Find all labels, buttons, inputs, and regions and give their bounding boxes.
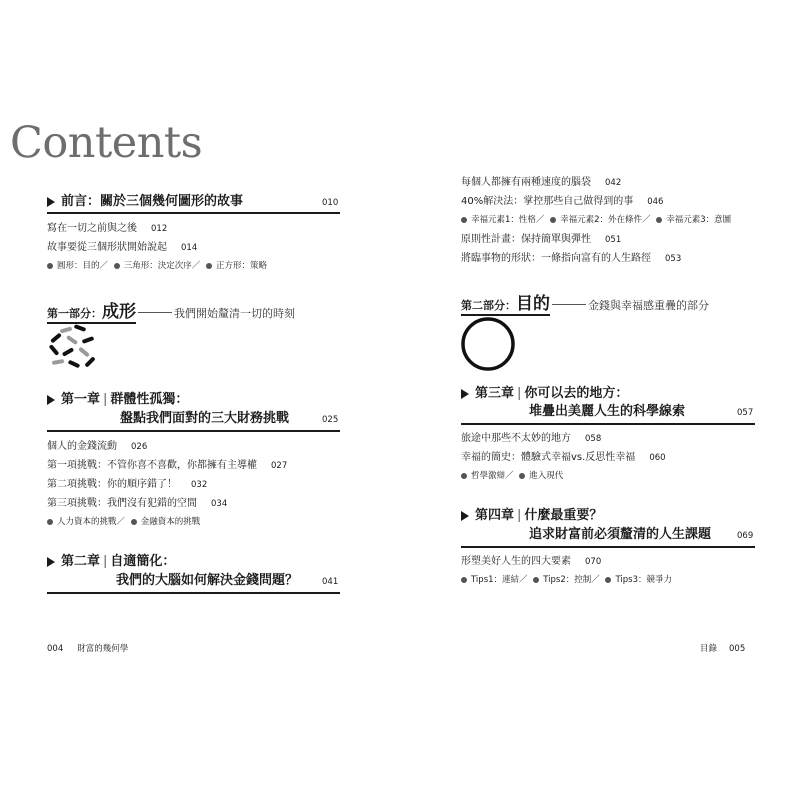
- bullet-dot-icon: [533, 577, 539, 583]
- toc-entry[interactable]: 故事要從三個形狀開始說起 014: [47, 242, 198, 253]
- chapter1-heading-line1[interactable]: 第一章 | 群體性孤獨：: [47, 392, 188, 408]
- bullet-dot-icon: [605, 577, 611, 583]
- chapter1-rule: [47, 430, 340, 432]
- toc-entry[interactable]: 幸福的簡史：體驗式幸福vs.反思性幸福 060: [461, 452, 666, 463]
- toc-entry[interactable]: 第一項挑戰：不管你喜不喜歡，你都擁有主導權 027: [47, 460, 288, 471]
- triangle-bullet-icon: [461, 511, 469, 521]
- toc-subtopics: 圓形：目的／ 三角形：決定次序／ 正方形：策略: [47, 260, 267, 272]
- bullet-dot-icon: [206, 263, 212, 269]
- chapter4-heading-line2[interactable]: 追求財富前必須釐清的人生課題: [529, 527, 712, 542]
- toc-entry[interactable]: 旅途中那些不太妙的地方 058: [461, 433, 602, 444]
- toc-entry[interactable]: 原則性計畫：保持簡單與彈性 051: [461, 234, 622, 245]
- chapter3-page: 057: [737, 408, 754, 418]
- triangle-bullet-icon: [461, 389, 469, 399]
- part1-heading[interactable]: 第一部分：成形 我們開始釐清一切的時刻: [47, 302, 295, 322]
- bullet-dot-icon: [114, 263, 120, 269]
- triangle-bullet-icon: [47, 197, 55, 207]
- right-footer: 目錄 005: [700, 644, 746, 654]
- toc-subtopics: 人力資本的挑戰／ 金融資本的挑戰: [47, 516, 200, 528]
- bullet-dot-icon: [656, 217, 662, 223]
- chapter4-rule: [461, 546, 755, 548]
- toc-entry[interactable]: 每個人都擁有兩種速度的腦袋 042: [461, 177, 622, 188]
- bullet-dot-icon: [461, 577, 467, 583]
- toc-entry[interactable]: 寫在一切之前與之後 012: [47, 223, 168, 234]
- toc-subtopics: Tips1：連結／ Tips2：控制／ Tips3：競爭力: [461, 574, 672, 586]
- bullet-dot-icon: [461, 473, 467, 479]
- bullet-dot-icon: [47, 519, 53, 525]
- triangle-bullet-icon: [47, 557, 55, 567]
- toc-entry[interactable]: 形塑美好人生的四大要素 070: [461, 556, 602, 567]
- chapter3-rule: [461, 423, 755, 425]
- scattered-shapes-icon: [44, 324, 100, 372]
- bullet-dot-icon: [461, 217, 467, 223]
- chapter2-page: 041: [322, 577, 339, 587]
- chapter4-heading-line1[interactable]: 第四章 | 什麼最重要？: [461, 508, 602, 524]
- chapter3-heading-line1[interactable]: 第三章 | 你可以去的地方：: [461, 386, 628, 402]
- chapter1-heading-line2[interactable]: 盤點我們面對的三大財務挑戰: [120, 411, 290, 426]
- bullet-dot-icon: [550, 217, 556, 223]
- contents-title: Contents: [10, 118, 203, 168]
- bullet-dot-icon: [519, 473, 525, 479]
- chapter2-heading-line2[interactable]: 我們的大腦如何解決金錢問題？: [116, 573, 299, 588]
- chapter2-rule: [47, 592, 340, 594]
- chapter2-heading-line1[interactable]: 第二章 | 自適簡化：: [47, 554, 175, 570]
- toc-entry[interactable]: 第二項挑戰：你的順序錯了！ 032: [47, 479, 208, 490]
- chapter3-heading-line2[interactable]: 堆疊出美麗人生的科學線索: [529, 404, 686, 419]
- bullet-dot-icon: [131, 519, 137, 525]
- part2-heading[interactable]: 第二部分：目的 金錢與幸福感重疊的部分: [461, 294, 709, 314]
- toc-subtopics: 哲學激辯／ 進入現代: [461, 470, 563, 482]
- chapter1-page: 025: [322, 415, 339, 425]
- left-footer: 004 財富的幾何學: [47, 644, 129, 654]
- toc-subtopics: 幸福元素1：性格／ 幸福元素2：外在條件／ 幸福元素3：意圖: [461, 214, 731, 226]
- toc-entry[interactable]: 個人的金錢流動 026: [47, 441, 148, 452]
- chapter4-page: 069: [737, 531, 754, 541]
- preface-page: 010: [322, 198, 339, 208]
- toc-entry[interactable]: 第三項挑戰：我們沒有犯錯的空間 034: [47, 498, 228, 509]
- preface-heading[interactable]: 前言：關於三個幾何圖形的故事: [47, 194, 243, 210]
- bullet-dot-icon: [47, 263, 53, 269]
- circle-icon: [460, 316, 516, 372]
- triangle-bullet-icon: [47, 395, 55, 405]
- preface-rule: [47, 212, 340, 214]
- toc-entry[interactable]: 40%解決法：掌控那些自己做得到的事 046: [461, 196, 664, 207]
- toc-entry[interactable]: 將臨事物的形狀：一條指向富有的人生路徑 053: [461, 253, 682, 264]
